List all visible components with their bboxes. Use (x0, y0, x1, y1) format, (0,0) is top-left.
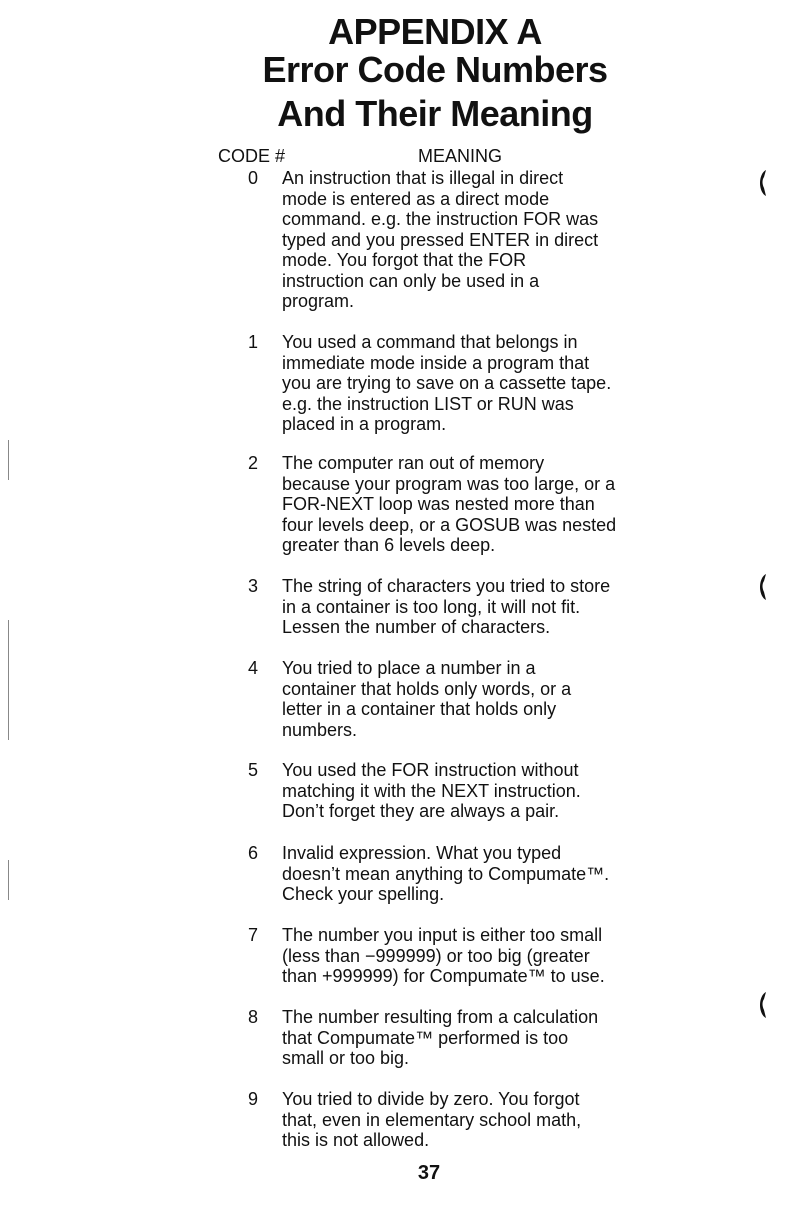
error-meaning: You tried to place a number in a container that holds only words, or a letter in a container that holds only numbers. (282, 658, 572, 740)
scan-edge-line (8, 860, 9, 900)
error-code: 5 (247, 760, 258, 780)
error-code: 7 (247, 925, 258, 945)
error-code: 6 (247, 843, 258, 863)
error-meaning: The number resulting from a calculation that Compumate™ performed is too small or too big. (282, 1007, 599, 1068)
error-code: 0 (247, 168, 258, 188)
error-meaning: You used a command that belongs in immediate mode inside a program that you are trying to save on a cassette tape. e.g. the instruction LIST or RUN was placed in a program. (282, 332, 612, 434)
meaning-column-header: MEANING (418, 146, 503, 166)
error-code: 4 (247, 658, 258, 678)
scan-edge-line (8, 620, 9, 740)
error-code: 3 (247, 576, 258, 596)
binder-mark-icon (756, 572, 768, 602)
error-meaning: The computer ran out of memory because your program was too large, or a FOR-NEXT loop was nested more than four levels deep, or a GOSUB was nested greater than 6 levels deep. (282, 453, 617, 555)
page-number: 37 (417, 1162, 441, 1184)
error-meaning: Invalid expression. What you typed doesn’t mean anything to Compumate™. Check your spelling. (282, 843, 610, 904)
appendix-subtitle-line2: And Their Meaning (277, 93, 593, 134)
scan-edge-line (8, 440, 9, 480)
appendix-title: APPENDIX A (328, 11, 542, 52)
code-column-header: CODE # (218, 146, 286, 166)
error-code: 2 (247, 453, 258, 473)
appendix-subtitle-line1: Error Code Numbers (262, 49, 608, 90)
error-code: 8 (247, 1007, 258, 1027)
binder-mark-icon (756, 168, 768, 198)
error-meaning: An instruction that is illegal in direct mode is entered as a direct mode command. e.g. the instruction FOR was typed and you pressed ENTER in direct mode. You forgot that the FOR instruction can only be used in a program. (282, 168, 599, 311)
error-meaning: You tried to divide by zero. You forgot that, even in elementary school math, this is not allowed. (282, 1089, 582, 1150)
error-meaning: The string of characters you tried to store in a container is too long, it will not fit. Lessen the number of characters. (282, 576, 611, 637)
error-code: 9 (247, 1089, 258, 1109)
error-meaning: You used the FOR instruction without matching it with the NEXT instruction. Don’t forget they are always a pair. (282, 760, 581, 821)
error-meaning: The number you input is either too small (less than −999999) or too big (greater than +999999) for Compumate™ to use. (282, 925, 605, 986)
binder-mark-icon (756, 990, 768, 1020)
error-code: 1 (247, 332, 258, 352)
